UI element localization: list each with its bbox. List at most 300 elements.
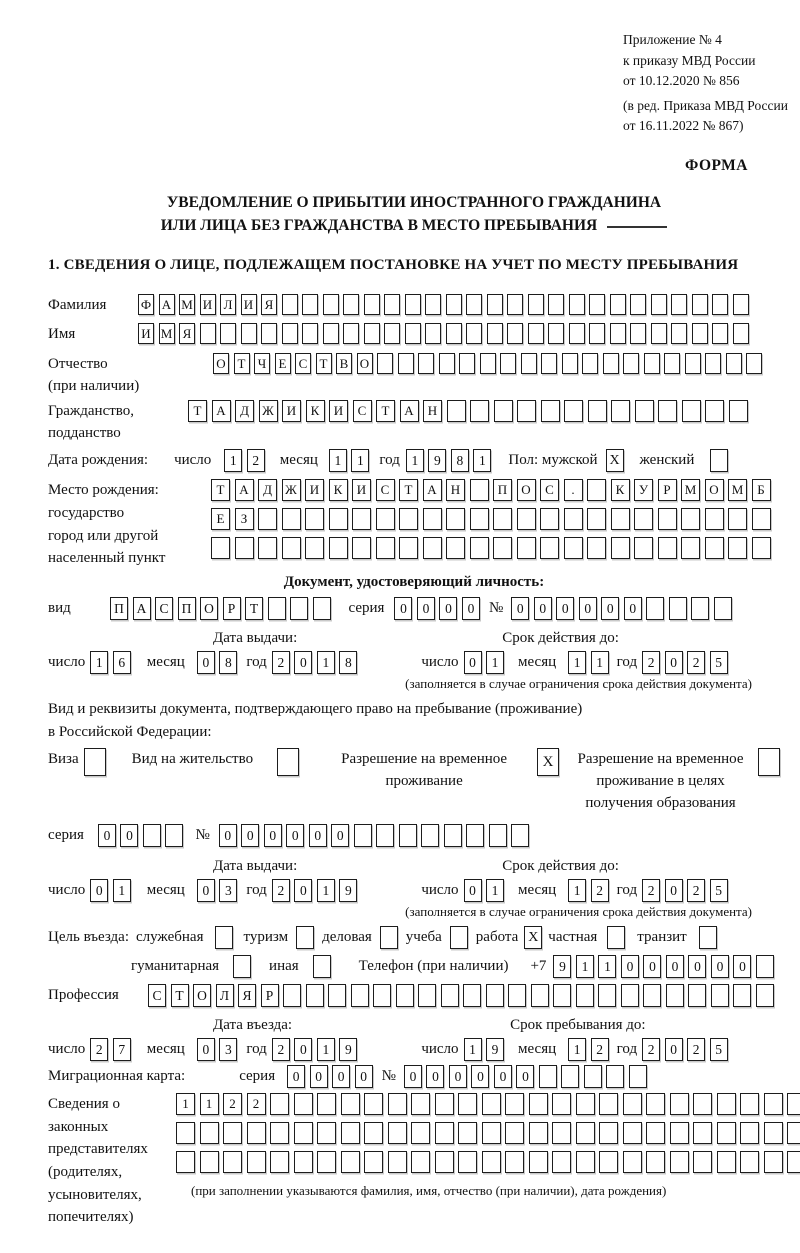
- char-cell[interactable]: 0: [219, 824, 237, 847]
- char-cell[interactable]: [323, 323, 339, 344]
- char-cell[interactable]: [317, 1151, 336, 1173]
- char-cell[interactable]: [712, 294, 728, 315]
- char-cell[interactable]: [223, 1151, 242, 1173]
- char-cell[interactable]: [729, 400, 748, 422]
- purpose-transit-checkbox[interactable]: [699, 926, 717, 949]
- char-cell[interactable]: [423, 508, 442, 530]
- char-cell[interactable]: [705, 537, 724, 559]
- char-cell[interactable]: [388, 1093, 407, 1115]
- char-cell[interactable]: 0: [98, 824, 116, 847]
- char-cell[interactable]: [233, 955, 251, 978]
- char-cell[interactable]: [329, 537, 348, 559]
- char-cell[interactable]: [623, 1093, 642, 1115]
- char-cell[interactable]: [211, 537, 230, 559]
- char-cell[interactable]: 0: [601, 597, 619, 620]
- char-cell[interactable]: [712, 323, 728, 344]
- char-cell[interactable]: [505, 1151, 524, 1173]
- char-cell[interactable]: 1: [576, 955, 594, 978]
- char-cell[interactable]: О: [200, 597, 218, 620]
- char-cell[interactable]: [373, 984, 391, 1007]
- char-cell[interactable]: [540, 508, 559, 530]
- char-cell[interactable]: М: [179, 294, 195, 315]
- char-cell[interactable]: [84, 748, 106, 776]
- char-cell[interactable]: [658, 508, 677, 530]
- char-cell[interactable]: [364, 323, 380, 344]
- char-cell[interactable]: [508, 984, 526, 1007]
- char-cell[interactable]: [398, 353, 414, 374]
- char-cell[interactable]: [740, 1151, 759, 1173]
- char-cell[interactable]: [352, 537, 371, 559]
- char-cell[interactable]: [482, 1151, 501, 1173]
- char-cell[interactable]: [511, 824, 529, 847]
- char-cell[interactable]: 1: [317, 1038, 335, 1061]
- char-cell[interactable]: [756, 984, 774, 1007]
- purpose-private-checkbox[interactable]: [607, 926, 625, 949]
- char-cell[interactable]: [564, 400, 583, 422]
- char-cell[interactable]: [529, 1122, 548, 1144]
- char-cell[interactable]: 0: [309, 824, 327, 847]
- char-cell[interactable]: [576, 984, 594, 1007]
- char-cell[interactable]: Я: [238, 984, 256, 1007]
- temp-residence-edu-checkbox[interactable]: [758, 748, 780, 776]
- char-cell[interactable]: [629, 1065, 647, 1088]
- char-cell[interactable]: [630, 323, 646, 344]
- char-cell[interactable]: [539, 1065, 557, 1088]
- char-cell[interactable]: [646, 1122, 665, 1144]
- char-cell[interactable]: [584, 1065, 602, 1088]
- char-cell[interactable]: [294, 1151, 313, 1173]
- char-cell[interactable]: 0: [404, 1065, 422, 1088]
- char-cell[interactable]: 0: [624, 597, 642, 620]
- char-cell[interactable]: [470, 537, 489, 559]
- char-cell[interactable]: [143, 824, 161, 847]
- char-cell[interactable]: [290, 597, 308, 620]
- purpose-official-checkbox[interactable]: [215, 926, 233, 949]
- char-cell[interactable]: [681, 508, 700, 530]
- char-cell[interactable]: 0: [462, 597, 480, 620]
- char-cell[interactable]: [517, 508, 536, 530]
- char-cell[interactable]: 1: [329, 449, 347, 472]
- char-cell[interactable]: [411, 1093, 430, 1115]
- char-cell[interactable]: [740, 1093, 759, 1115]
- char-cell[interactable]: Ф: [138, 294, 154, 315]
- char-cell[interactable]: 1: [568, 1038, 586, 1061]
- char-cell[interactable]: [787, 1093, 800, 1115]
- char-cell[interactable]: 0: [355, 1065, 373, 1088]
- char-cell[interactable]: [576, 1151, 595, 1173]
- char-cell[interactable]: [714, 597, 732, 620]
- char-cell[interactable]: [466, 824, 484, 847]
- char-cell[interactable]: [305, 537, 324, 559]
- char-cell[interactable]: [384, 294, 400, 315]
- char-cell[interactable]: 1: [568, 651, 586, 674]
- char-cell[interactable]: [313, 597, 331, 620]
- char-cell[interactable]: [588, 400, 607, 422]
- char-cell[interactable]: [343, 294, 359, 315]
- char-cell[interactable]: [482, 1093, 501, 1115]
- char-cell[interactable]: И: [241, 294, 257, 315]
- char-cell[interactable]: [548, 294, 564, 315]
- char-cell[interactable]: 0: [197, 1038, 215, 1061]
- char-cell[interactable]: [176, 1151, 195, 1173]
- char-cell[interactable]: [569, 323, 585, 344]
- char-cell[interactable]: [270, 1093, 289, 1115]
- char-cell[interactable]: [610, 323, 626, 344]
- char-cell[interactable]: [553, 984, 571, 1007]
- char-cell[interactable]: [728, 537, 747, 559]
- char-cell[interactable]: [764, 1093, 783, 1115]
- char-cell[interactable]: Т: [376, 400, 395, 422]
- char-cell[interactable]: 1: [317, 651, 335, 674]
- char-cell[interactable]: [611, 537, 630, 559]
- char-cell[interactable]: [435, 1151, 454, 1173]
- char-cell[interactable]: [282, 508, 301, 530]
- char-cell[interactable]: [505, 1093, 524, 1115]
- char-cell[interactable]: [752, 537, 771, 559]
- char-cell[interactable]: [587, 479, 606, 501]
- char-cell[interactable]: 1: [224, 449, 242, 472]
- char-cell[interactable]: [364, 294, 380, 315]
- char-cell[interactable]: О: [193, 984, 211, 1007]
- char-cell[interactable]: [351, 984, 369, 1007]
- char-cell[interactable]: [670, 1093, 689, 1115]
- visa-checkbox[interactable]: [84, 748, 106, 776]
- char-cell[interactable]: [388, 1122, 407, 1144]
- char-cell[interactable]: [587, 508, 606, 530]
- char-cell[interactable]: [717, 1151, 736, 1173]
- char-cell[interactable]: 0: [417, 597, 435, 620]
- char-cell[interactable]: И: [329, 400, 348, 422]
- char-cell[interactable]: [323, 294, 339, 315]
- char-cell[interactable]: [664, 353, 680, 374]
- char-cell[interactable]: [466, 323, 482, 344]
- char-cell[interactable]: [165, 824, 183, 847]
- char-cell[interactable]: [247, 1122, 266, 1144]
- char-cell[interactable]: 0: [286, 824, 304, 847]
- char-cell[interactable]: В: [336, 353, 352, 374]
- char-cell[interactable]: [399, 537, 418, 559]
- char-cell[interactable]: [603, 353, 619, 374]
- char-cell[interactable]: Ч: [254, 353, 270, 374]
- char-cell[interactable]: [486, 984, 504, 1007]
- char-cell[interactable]: 0: [310, 1065, 328, 1088]
- char-cell[interactable]: [710, 449, 728, 472]
- char-cell[interactable]: 2: [687, 1038, 705, 1061]
- char-cell[interactable]: 0: [665, 1038, 683, 1061]
- char-cell[interactable]: 2: [591, 1038, 609, 1061]
- char-cell[interactable]: [377, 353, 393, 374]
- char-cell[interactable]: 1: [598, 955, 616, 978]
- char-cell[interactable]: [458, 1122, 477, 1144]
- char-cell[interactable]: 0: [90, 879, 108, 902]
- char-cell[interactable]: [444, 824, 462, 847]
- char-cell[interactable]: 0: [197, 651, 215, 674]
- char-cell[interactable]: [517, 400, 536, 422]
- char-cell[interactable]: [726, 353, 742, 374]
- char-cell[interactable]: [552, 1122, 571, 1144]
- char-cell[interactable]: [599, 1122, 618, 1144]
- char-cell[interactable]: 1: [464, 1038, 482, 1061]
- char-cell[interactable]: 6: [113, 651, 131, 674]
- char-cell[interactable]: [671, 323, 687, 344]
- char-cell[interactable]: [294, 1122, 313, 1144]
- char-cell[interactable]: [446, 508, 465, 530]
- char-cell[interactable]: О: [517, 479, 536, 501]
- char-cell[interactable]: [200, 323, 216, 344]
- char-cell[interactable]: [670, 1151, 689, 1173]
- char-cell[interactable]: [728, 508, 747, 530]
- char-cell[interactable]: [270, 1151, 289, 1173]
- purpose-tourism-checkbox[interactable]: [296, 926, 314, 949]
- char-cell[interactable]: А: [400, 400, 419, 422]
- char-cell[interactable]: [446, 537, 465, 559]
- char-cell[interactable]: А: [235, 479, 254, 501]
- char-cell[interactable]: 5: [710, 1038, 728, 1061]
- char-cell[interactable]: [220, 323, 236, 344]
- char-cell[interactable]: 0: [666, 955, 684, 978]
- char-cell[interactable]: 2: [272, 651, 290, 674]
- char-cell[interactable]: [418, 353, 434, 374]
- char-cell[interactable]: 2: [642, 879, 660, 902]
- char-cell[interactable]: [576, 1093, 595, 1115]
- char-cell[interactable]: [589, 294, 605, 315]
- char-cell[interactable]: [528, 323, 544, 344]
- char-cell[interactable]: [241, 323, 257, 344]
- char-cell[interactable]: [521, 353, 537, 374]
- char-cell[interactable]: И: [352, 479, 371, 501]
- char-cell[interactable]: [685, 353, 701, 374]
- char-cell[interactable]: [494, 400, 513, 422]
- char-cell[interactable]: Ж: [282, 479, 301, 501]
- char-cell[interactable]: [200, 1122, 219, 1144]
- char-cell[interactable]: [435, 1122, 454, 1144]
- char-cell[interactable]: [646, 1093, 665, 1115]
- char-cell[interactable]: [623, 1151, 642, 1173]
- char-cell[interactable]: 0: [688, 955, 706, 978]
- char-cell[interactable]: [459, 353, 475, 374]
- char-cell[interactable]: [200, 1151, 219, 1173]
- char-cell[interactable]: 1: [351, 449, 369, 472]
- char-cell[interactable]: 0: [534, 597, 552, 620]
- char-cell[interactable]: 2: [687, 879, 705, 902]
- char-cell[interactable]: О: [357, 353, 373, 374]
- char-cell[interactable]: [541, 353, 557, 374]
- char-cell[interactable]: [587, 537, 606, 559]
- char-cell[interactable]: А: [212, 400, 231, 422]
- char-cell[interactable]: З: [235, 508, 254, 530]
- char-cell[interactable]: [746, 353, 762, 374]
- char-cell[interactable]: Н: [446, 479, 465, 501]
- char-cell[interactable]: X: [606, 449, 624, 472]
- char-cell[interactable]: [423, 537, 442, 559]
- char-cell[interactable]: [302, 323, 318, 344]
- char-cell[interactable]: [752, 508, 771, 530]
- char-cell[interactable]: [733, 984, 751, 1007]
- char-cell[interactable]: 8: [451, 449, 469, 472]
- residence-permit-checkbox[interactable]: [277, 748, 299, 776]
- char-cell[interactable]: [651, 294, 667, 315]
- char-cell[interactable]: 0: [494, 1065, 512, 1088]
- char-cell[interactable]: [691, 597, 709, 620]
- char-cell[interactable]: Я: [179, 323, 195, 344]
- char-cell[interactable]: 9: [486, 1038, 504, 1061]
- char-cell[interactable]: С: [148, 984, 166, 1007]
- char-cell[interactable]: 8: [339, 651, 357, 674]
- char-cell[interactable]: [705, 353, 721, 374]
- char-cell[interactable]: 0: [511, 597, 529, 620]
- purpose-humanitarian-checkbox[interactable]: [233, 955, 251, 978]
- char-cell[interactable]: [529, 1093, 548, 1115]
- char-cell[interactable]: Р: [223, 597, 241, 620]
- char-cell[interactable]: [380, 926, 398, 949]
- char-cell[interactable]: [405, 323, 421, 344]
- char-cell[interactable]: 1: [568, 879, 586, 902]
- char-cell[interactable]: У: [634, 479, 653, 501]
- char-cell[interactable]: [630, 294, 646, 315]
- char-cell[interactable]: [405, 294, 421, 315]
- char-cell[interactable]: [658, 400, 677, 422]
- char-cell[interactable]: [341, 1151, 360, 1173]
- char-cell[interactable]: [507, 294, 523, 315]
- char-cell[interactable]: [500, 353, 516, 374]
- char-cell[interactable]: [277, 748, 299, 776]
- char-cell[interactable]: [313, 955, 331, 978]
- char-cell[interactable]: [354, 824, 372, 847]
- char-cell[interactable]: А: [159, 294, 175, 315]
- char-cell[interactable]: [688, 984, 706, 1007]
- char-cell[interactable]: [463, 984, 481, 1007]
- char-cell[interactable]: [681, 537, 700, 559]
- char-cell[interactable]: 1: [486, 651, 504, 674]
- char-cell[interactable]: И: [305, 479, 324, 501]
- char-cell[interactable]: Е: [211, 508, 230, 530]
- char-cell[interactable]: [376, 824, 394, 847]
- char-cell[interactable]: [540, 537, 559, 559]
- char-cell[interactable]: [261, 323, 277, 344]
- char-cell[interactable]: [621, 984, 639, 1007]
- char-cell[interactable]: Ж: [259, 400, 278, 422]
- char-cell[interactable]: [611, 508, 630, 530]
- char-cell[interactable]: Т: [234, 353, 250, 374]
- char-cell[interactable]: 1: [317, 879, 335, 902]
- char-cell[interactable]: [258, 537, 277, 559]
- char-cell[interactable]: 2: [90, 1038, 108, 1061]
- char-cell[interactable]: 0: [426, 1065, 444, 1088]
- char-cell[interactable]: 1: [200, 1093, 219, 1115]
- char-cell[interactable]: 0: [394, 597, 412, 620]
- char-cell[interactable]: М: [159, 323, 175, 344]
- char-cell[interactable]: [733, 323, 749, 344]
- char-cell[interactable]: [635, 400, 654, 422]
- char-cell[interactable]: [531, 984, 549, 1007]
- char-cell[interactable]: .: [564, 479, 583, 501]
- char-cell[interactable]: 0: [241, 824, 259, 847]
- char-cell[interactable]: 1: [406, 449, 424, 472]
- char-cell[interactable]: [561, 1065, 579, 1088]
- char-cell[interactable]: [421, 824, 439, 847]
- char-cell[interactable]: 7: [113, 1038, 131, 1061]
- char-cell[interactable]: 0: [621, 955, 639, 978]
- char-cell[interactable]: [425, 323, 441, 344]
- char-cell[interactable]: [611, 400, 630, 422]
- char-cell[interactable]: 1: [591, 651, 609, 674]
- char-cell[interactable]: [411, 1151, 430, 1173]
- char-cell[interactable]: 0: [556, 597, 574, 620]
- char-cell[interactable]: 0: [331, 824, 349, 847]
- char-cell[interactable]: [282, 323, 298, 344]
- char-cell[interactable]: 0: [332, 1065, 350, 1088]
- char-cell[interactable]: 3: [219, 879, 237, 902]
- char-cell[interactable]: [215, 926, 233, 949]
- char-cell[interactable]: [693, 1093, 712, 1115]
- char-cell[interactable]: [489, 824, 507, 847]
- purpose-work-checkbox[interactable]: [524, 926, 542, 949]
- char-cell[interactable]: 5: [710, 651, 728, 674]
- char-cell[interactable]: [384, 323, 400, 344]
- char-cell[interactable]: [505, 1122, 524, 1144]
- char-cell[interactable]: [666, 984, 684, 1007]
- char-cell[interactable]: [317, 1122, 336, 1144]
- char-cell[interactable]: 0: [471, 1065, 489, 1088]
- char-cell[interactable]: [564, 508, 583, 530]
- char-cell[interactable]: [717, 1122, 736, 1144]
- char-cell[interactable]: [493, 508, 512, 530]
- char-cell[interactable]: [283, 984, 301, 1007]
- char-cell[interactable]: [328, 984, 346, 1007]
- temp-residence-checkbox[interactable]: [537, 748, 559, 776]
- char-cell[interactable]: 1: [113, 879, 131, 902]
- char-cell[interactable]: 0: [449, 1065, 467, 1088]
- char-cell[interactable]: [399, 508, 418, 530]
- char-cell[interactable]: [623, 353, 639, 374]
- char-cell[interactable]: [711, 984, 729, 1007]
- char-cell[interactable]: [658, 537, 677, 559]
- char-cell[interactable]: И: [200, 294, 216, 315]
- char-cell[interactable]: 0: [464, 879, 482, 902]
- char-cell[interactable]: 2: [687, 651, 705, 674]
- char-cell[interactable]: [758, 748, 780, 776]
- char-cell[interactable]: X: [537, 748, 559, 776]
- purpose-business-checkbox[interactable]: [380, 926, 398, 949]
- char-cell[interactable]: 0: [287, 1065, 305, 1088]
- char-cell[interactable]: [341, 1122, 360, 1144]
- char-cell[interactable]: 5: [710, 879, 728, 902]
- char-cell[interactable]: [634, 537, 653, 559]
- char-cell[interactable]: [787, 1122, 800, 1144]
- char-cell[interactable]: [247, 1151, 266, 1173]
- char-cell[interactable]: 2: [223, 1093, 242, 1115]
- char-cell[interactable]: [529, 1151, 548, 1173]
- char-cell[interactable]: К: [329, 479, 348, 501]
- char-cell[interactable]: [682, 400, 701, 422]
- char-cell[interactable]: 0: [294, 879, 312, 902]
- char-cell[interactable]: Л: [220, 294, 236, 315]
- char-cell[interactable]: [258, 508, 277, 530]
- purpose-study-checkbox[interactable]: [450, 926, 468, 949]
- char-cell[interactable]: [693, 1122, 712, 1144]
- char-cell[interactable]: [493, 537, 512, 559]
- char-cell[interactable]: 2: [247, 1093, 266, 1115]
- char-cell[interactable]: [692, 294, 708, 315]
- char-cell[interactable]: [470, 400, 489, 422]
- char-cell[interactable]: [564, 537, 583, 559]
- char-cell[interactable]: 0: [665, 651, 683, 674]
- char-cell[interactable]: С: [155, 597, 173, 620]
- char-cell[interactable]: [458, 1093, 477, 1115]
- char-cell[interactable]: 2: [642, 1038, 660, 1061]
- char-cell[interactable]: [446, 294, 462, 315]
- char-cell[interactable]: [439, 353, 455, 374]
